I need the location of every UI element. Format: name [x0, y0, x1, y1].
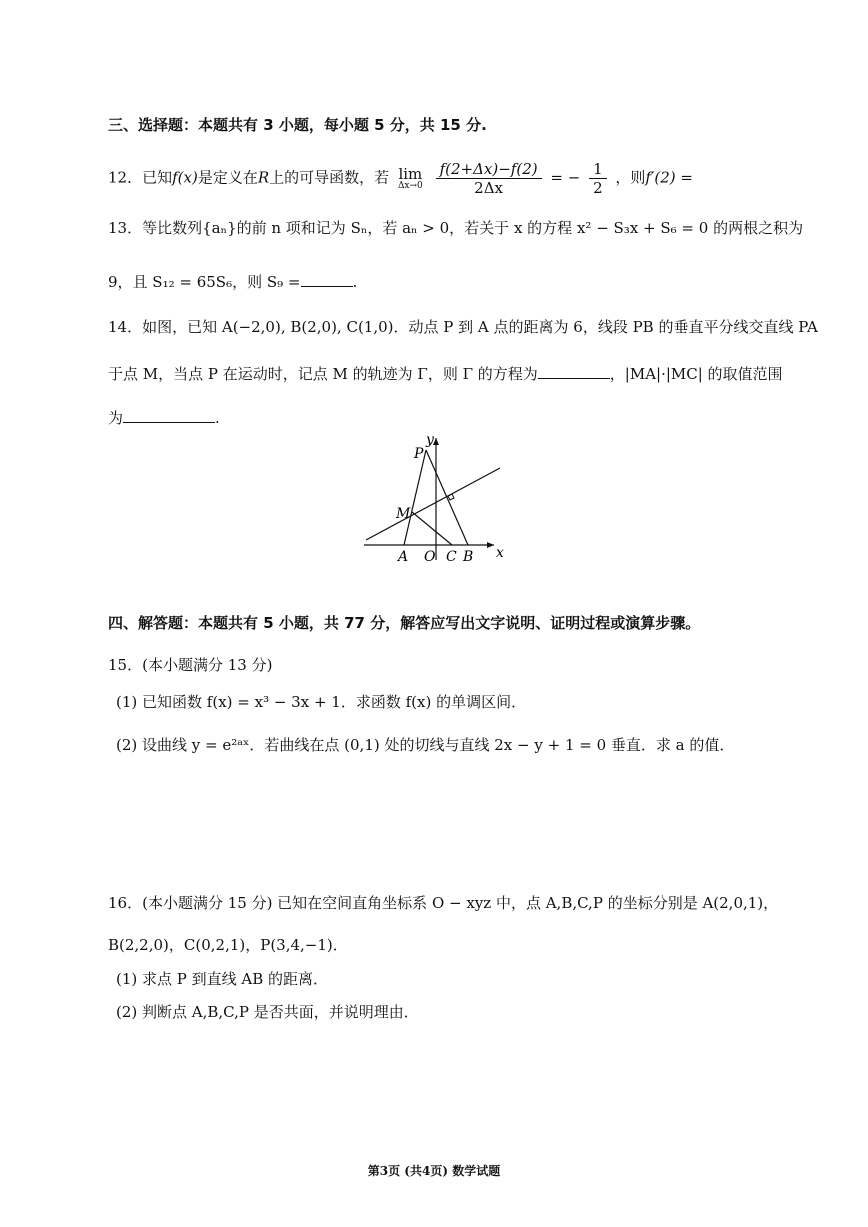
q13-line1: 13．等比数列{aₙ}的前 n 项和记为 Sₙ，若 aₙ > 0，若关于 x 的方程 x² − S₃x + S₆ = 0 的两根之积为 — [108, 219, 804, 237]
q12-fprime: f′(2) = — [645, 168, 693, 187]
q13-line2-b: . — [352, 273, 358, 291]
label-y: y — [426, 432, 434, 448]
question-12 — [108, 160, 693, 197]
q12-rhs-den: 2 — [593, 179, 603, 197]
q12-text-d: ，则 — [615, 168, 646, 187]
q12-limit — [398, 165, 423, 192]
q14-line2-b: ，|MA|·|MC| 的取值范围 — [609, 365, 783, 383]
q16-line1: 16．(本小题满分 15 分) 已知在空间直角坐标系 O − xyz 中，点 A,B,C,P 的坐标分别是 A(2,0,1)， — [108, 894, 779, 912]
section3-heading: 三、选择题：本题共有 3 小题，每小题 5 分，共 15 分. — [108, 116, 487, 134]
q13-line2-a: 9，且 S₁₂ = 65S₆，则 S₉ = — [108, 273, 301, 291]
q12-numerator: f(2+Δx)−f(2) — [436, 160, 542, 179]
q14-figure — [360, 432, 520, 572]
q12-denominator: 2Δx — [474, 179, 503, 197]
line-PA — [404, 450, 426, 545]
q12-rhs-num: 1 — [589, 160, 607, 179]
q12-fraction — [436, 160, 542, 197]
q14-answer-blank-1[interactable] — [538, 364, 610, 379]
q12-R: R — [257, 168, 270, 187]
q13-line2 — [108, 272, 357, 291]
segment-MC — [412, 512, 452, 545]
q15-part2: (2) 设曲线 y = e²ᵃˣ．若曲线在点 (0,1) 处的切线与直线 2x − y + 1 = 0 垂直．求 a 的值． — [116, 736, 735, 754]
q13-answer-blank[interactable] — [301, 272, 353, 287]
line-PB — [426, 450, 468, 545]
q14-answer-blank-2[interactable] — [123, 408, 215, 423]
label-M: M — [396, 506, 411, 522]
label-P: P — [414, 446, 424, 462]
q16-part2: (2) 判断点 A,B,C,P 是否共面，并说明理由． — [116, 1003, 419, 1021]
q14-line3-a: 为 — [108, 409, 124, 427]
label-O: O — [424, 549, 436, 565]
label-C: C — [446, 549, 457, 565]
q12-fx: f(x) — [172, 168, 198, 187]
q12-text-b: 是定义在 — [197, 168, 258, 187]
q16-line2: B(2,2,0)，C(0,2,1)，P(3,4,−1)． — [108, 936, 348, 954]
label-B: B — [463, 549, 474, 565]
page-footer: 第3页 (共4页) 数学试题 — [367, 1164, 501, 1178]
q14-line2 — [108, 364, 783, 383]
q12-text-c: 上的可导函数，若 — [269, 168, 390, 187]
q15-title: 15．(本小题满分 13 分) — [108, 656, 273, 674]
q12-lim-under: Δx→0 — [397, 181, 423, 192]
label-A: A — [398, 549, 409, 565]
q15-part1: (1) 已知函数 f(x) = x³ − 3x + 1．求函数 f(x) 的单调区间． — [116, 693, 527, 711]
section4-heading: 四、解答题：本题共有 5 小题，共 77 分，解答应写出文字说明、证明过程或演算步骤。 — [108, 614, 701, 632]
q14-line2-a: 于点 M，当点 P 在运动时，记点 M 的轨迹为 Γ，则 Γ 的方程为 — [108, 365, 538, 383]
q12-number: 12． — [108, 168, 143, 187]
label-x: x — [496, 545, 504, 561]
q14-line3-b: . — [215, 409, 220, 427]
q12-rhs-fraction — [589, 160, 607, 197]
q14-line1: 14．如图，已知 A(−2,0), B(2,0), C(1,0)．动点 P 到 A 点的距离为 6，线段 PB 的垂直平分线交直线 PA — [108, 318, 818, 336]
x-axis-arrow — [487, 542, 494, 548]
q12-lim-word: lim — [398, 165, 423, 184]
q12-equals: = − — [550, 168, 581, 187]
q12-text-a: 已知 — [142, 168, 173, 187]
q16-part1: (1) 求点 P 到直线 AB 的距离． — [116, 970, 329, 988]
q14-line3 — [108, 408, 220, 427]
